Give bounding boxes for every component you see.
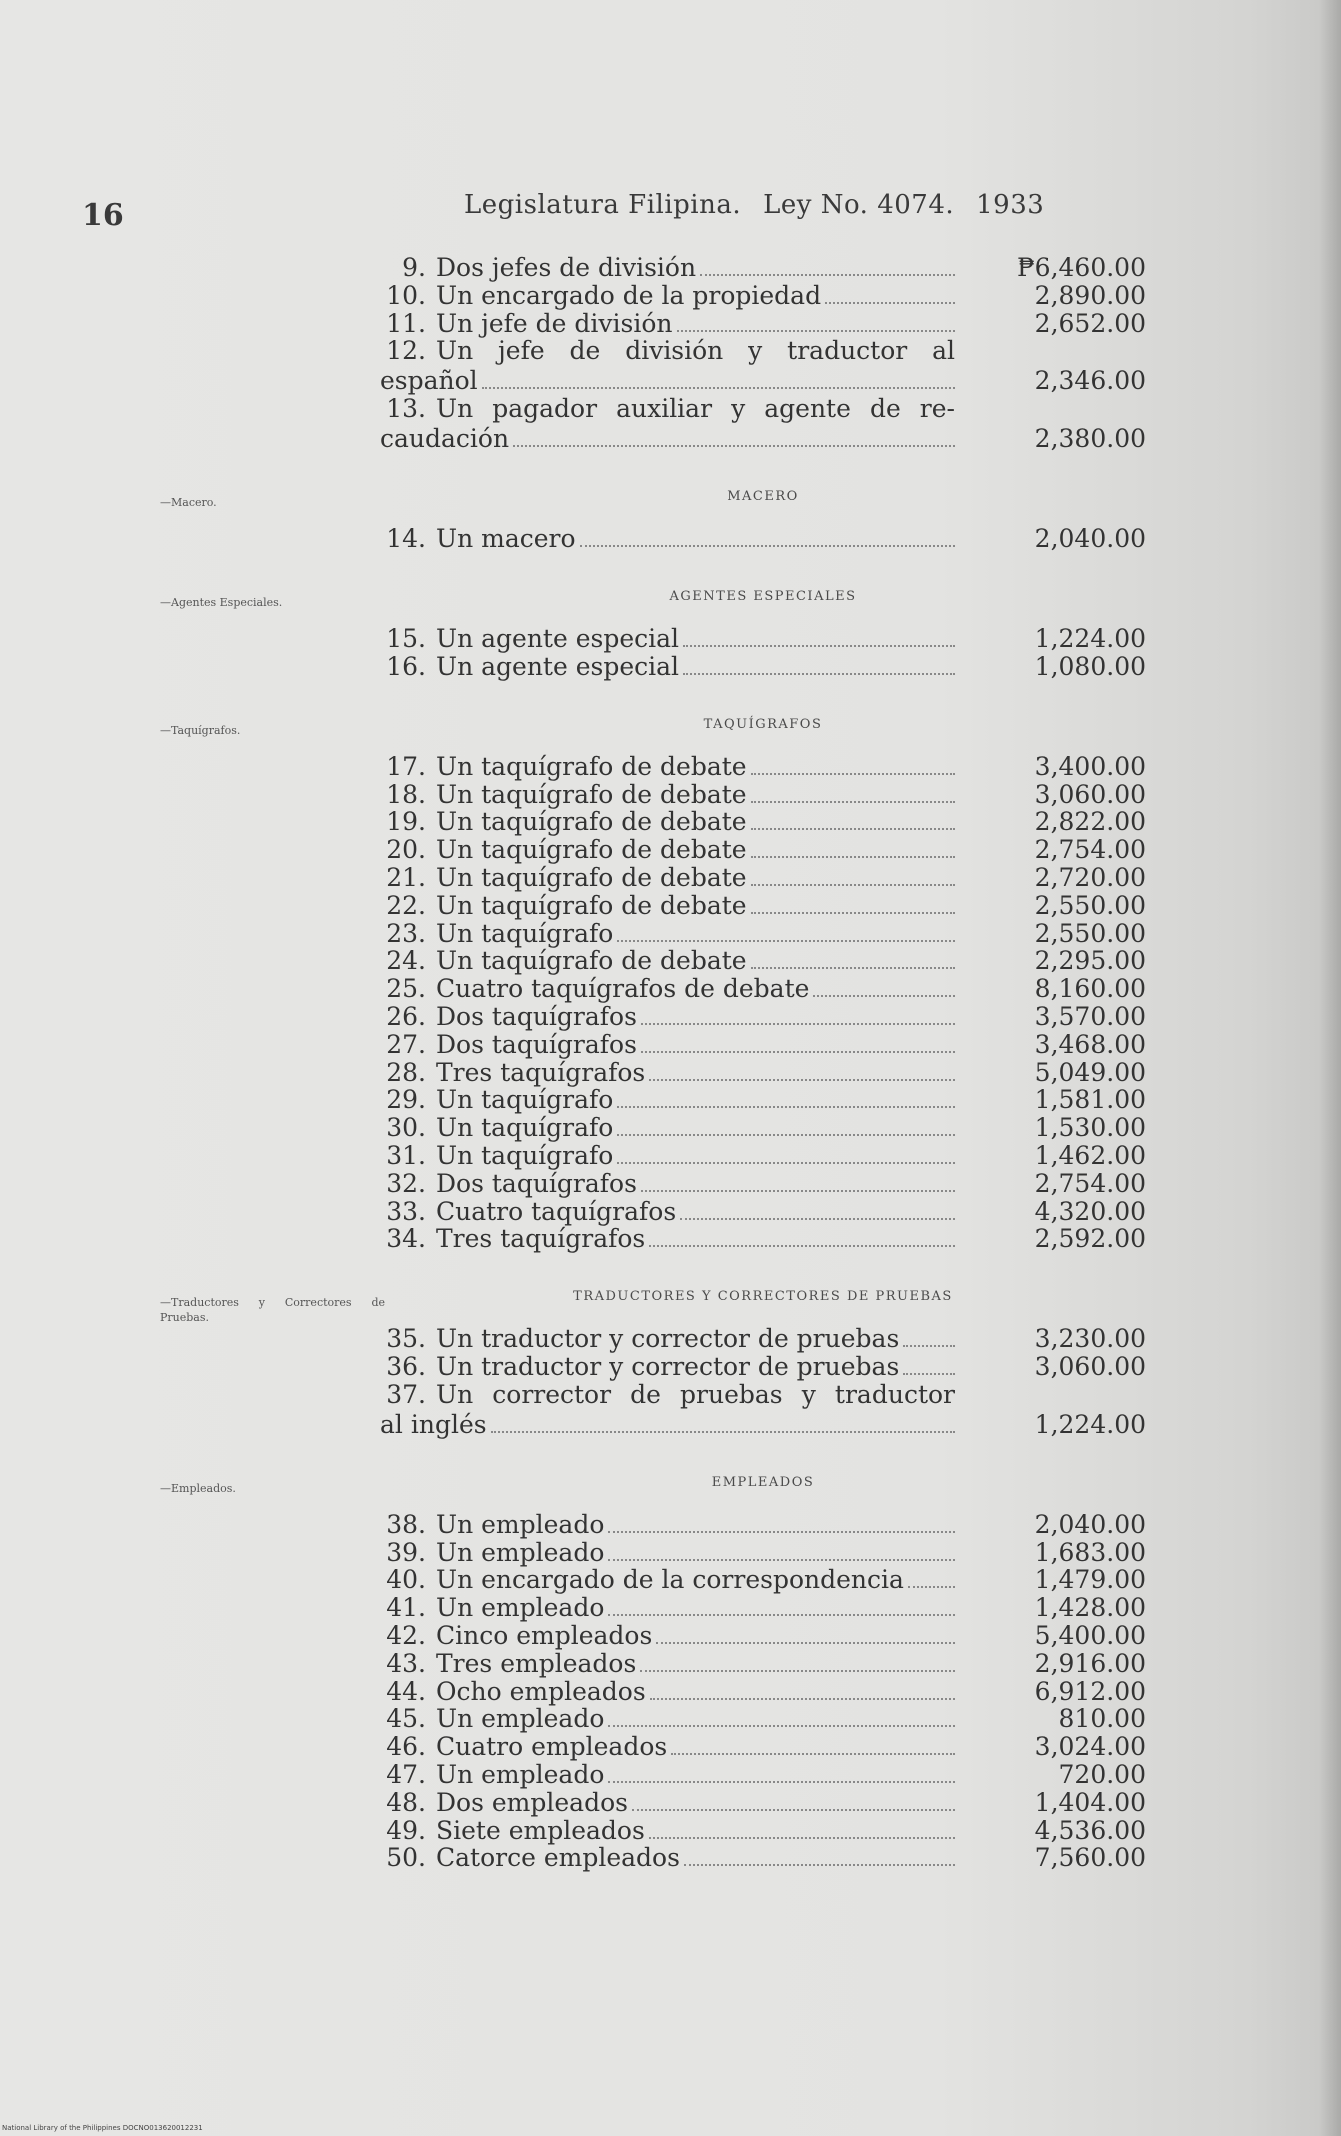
dot-leader [632,1808,955,1811]
item-number: 29. [386,1085,426,1115]
item-description: Un empleado [436,1704,605,1734]
item-number: 21. [386,863,426,892]
dot-leader [608,1724,955,1727]
item-description: Un pagador auxiliar y agente de re- [436,394,955,424]
item-amount: 3,400.00 [1034,751,1146,781]
item-amount: 3,570.00 [1034,1002,1146,1031]
item-amount: 2,550.00 [1034,918,1146,948]
item-description: Dos taquígrafos [436,1029,637,1059]
appropriation-item [380,525,1146,553]
item-amount: 3,024.00 [1034,1732,1146,1762]
appropriation-item [380,1225,1146,1253]
item-number: 19. [386,807,426,837]
item-number: 42. [386,1621,426,1650]
item-amount: 2,040.00 [1034,524,1146,554]
dot-leader [700,273,955,276]
dot-leader [608,1530,955,1533]
appropriation-item [380,836,1146,864]
dot-leader [751,855,955,858]
appropriation-item [380,1539,1146,1567]
appropriation-item [380,1003,1146,1031]
appropriation-item [380,337,1146,395]
item-number: 33. [386,1196,426,1226]
item-number: 41. [386,1593,426,1623]
appropriation-item [380,1170,1146,1198]
item-number: 38. [386,1509,426,1539]
dot-leader [813,994,955,997]
appropriation-item [380,892,1146,920]
item-amount: 1,462.00 [1034,1141,1146,1170]
dot-leader [580,544,955,547]
item-amount: 1,581.00 [1034,1085,1146,1115]
dot-leader [641,1022,955,1025]
dot-leader [641,1189,955,1192]
dot-leader [751,883,955,886]
item-number: 24. [386,946,426,976]
item-number: 22. [386,890,426,920]
item-amount: 3,060.00 [1034,779,1146,809]
item-description: Tres taquígrafos [436,1057,646,1087]
item-number: 23. [386,918,426,948]
item-description: Un taquígrafo de debate [436,807,747,837]
item-amount: 1,479.00 [1034,1565,1146,1595]
item-amount: 3,230.00 [1034,1324,1146,1354]
item-description: Tres taquígrafos [436,1224,646,1254]
dot-leader [482,386,955,389]
item-description: Un taquígrafo [436,1113,614,1143]
item-description: Un taquígrafo de debate [436,751,747,781]
item-number: 36. [386,1352,426,1381]
dot-leader [751,772,955,775]
section-heading: MACERO [727,489,799,505]
item-amount: 5,400.00 [1034,1621,1146,1650]
item-number: 14. [386,524,426,554]
item-description: Un taquígrafo de debate [436,946,747,976]
item-number: 18. [386,779,426,809]
dot-leader [650,1697,955,1700]
item-description: Un empleado [436,1760,605,1789]
running-head-title: Legislatura Filipina. [464,190,742,220]
item-amount: 4,536.00 [1034,1815,1146,1845]
item-description: Cuatro taquígrafos [436,1196,677,1226]
item-description: Un agente especial [436,652,680,681]
appropriation-item [380,1325,1146,1353]
dot-leader [513,444,955,447]
dot-leader [491,1430,955,1433]
item-description: Un jefe de división [436,308,673,338]
item-amount: 2,592.00 [1034,1224,1146,1254]
dot-leader [608,1780,955,1783]
dot-leader [671,1752,955,1755]
appropriation-item [380,1705,1146,1733]
dot-leader [680,1217,955,1220]
dot-leader [677,329,956,332]
appropriation-item [380,1142,1146,1170]
dot-leader [903,1344,955,1347]
item-description: Un agente especial [436,624,680,654]
item-description: Dos empleados [436,1787,628,1817]
item-amount: 2,346.00 [1034,366,1146,396]
appropriation-item [380,753,1146,781]
appropriation-item [380,1761,1146,1789]
dot-leader [649,1078,955,1081]
item-amount: 2,822.00 [1034,807,1146,837]
appropriation-item [380,1622,1146,1650]
margin-note: —Traductores y Correctores de Pruebas. [160,1296,385,1325]
item-amount: 2,916.00 [1034,1648,1146,1678]
item-amount: 3,060.00 [1034,1352,1146,1381]
margin-note: —Macero. [160,496,217,510]
appropriation-item [380,781,1146,809]
dot-leader [649,1836,955,1839]
item-number: 48. [386,1787,426,1817]
item-description: Un taquígrafo de debate [436,779,747,809]
item-amount: 2,040.00 [1034,1509,1146,1539]
item-number: 49. [386,1815,426,1845]
item-number: 31. [386,1141,426,1170]
item-description: Catorce empleados [436,1843,680,1873]
item-number: 15. [386,624,426,654]
dot-leader [608,1558,955,1561]
item-number: 34. [386,1224,426,1254]
item-number: 39. [386,1537,426,1567]
page-edge-shadow [1319,0,1341,2136]
appropriation-item [380,1059,1146,1087]
item-description: Un empleado [436,1509,605,1539]
item-amount: 1,404.00 [1034,1787,1146,1817]
appropriation-item [380,1114,1146,1142]
item-amount: 2,295.00 [1034,946,1146,976]
section-heading: AGENTES ESPECIALES [669,589,857,605]
dot-leader [656,1641,955,1644]
margin-note: —Taquígrafos. [160,723,241,737]
dot-leader [617,1161,955,1164]
item-amount: 720.00 [1058,1760,1146,1789]
item-description-continued: al inglés [380,1409,487,1439]
item-description: Un taquígrafo de debate [436,835,747,865]
item-number: 47. [386,1760,426,1789]
appropriation-item [380,1198,1146,1226]
dot-leader [825,301,955,304]
item-amount: 2,550.00 [1034,890,1146,920]
item-description: Un encargado de la propiedad [436,280,822,310]
footer-stamp: National Library of the Philippines DOCNO013620012231 [2,2124,203,2132]
appropriation-item [380,1678,1146,1706]
item-number: 45. [386,1704,426,1734]
item-amount: 1,224.00 [1034,1409,1146,1439]
dot-leader [751,800,955,803]
item-description: Un taquígrafo de debate [436,890,747,920]
item-description: Un macero [436,524,576,554]
item-description: Un taquígrafo de debate [436,863,747,892]
item-number: 25. [386,974,426,1004]
dot-leader [617,1133,955,1136]
appropriation-item [380,1353,1146,1381]
item-number: 50. [386,1843,426,1873]
item-amount: 1,080.00 [1034,652,1146,681]
appropriation-item [380,395,1146,453]
page-number: 16 [82,198,124,233]
item-description: Dos taquígrafos [436,1168,637,1198]
dot-leader [751,966,955,969]
appropriation-item [380,1381,1146,1439]
item-number: 12. [386,336,426,366]
appropriation-item [380,310,1146,338]
appropriation-item [380,1733,1146,1761]
item-amount: 1,428.00 [1034,1593,1146,1623]
appropriation-item [380,864,1146,892]
item-description: Cinco empleados [436,1621,653,1650]
item-description: Dos jefes de división [436,253,697,282]
item-amount: 5,049.00 [1034,1057,1146,1087]
item-amount: 2,754.00 [1034,835,1146,865]
item-description: Un jefe de división y traductor al [436,336,955,366]
item-number: 40. [386,1565,426,1595]
item-description: Tres empleados [436,1648,637,1678]
dot-leader [903,1372,955,1375]
appropriation-item [380,625,1146,653]
dot-leader [617,939,955,942]
margin-note: —Agentes Especiales. [160,596,283,610]
section-heading: TRADUCTORES Y CORRECTORES DE PRUEBAS [573,1289,953,1305]
item-description: Un taquígrafo [436,1085,614,1115]
appropriation-item [380,1031,1146,1059]
dot-leader [640,1669,955,1672]
item-description: Un taquígrafo [436,1141,614,1170]
dot-leader [751,911,955,914]
item-number: 9. [402,253,426,282]
appropriation-item [380,1844,1146,1872]
dot-leader [683,644,955,647]
dot-leader [751,827,955,830]
item-description: Un traductor y corrector de pruebas [436,1324,900,1354]
item-description: Un empleado [436,1593,605,1623]
item-number: 11. [386,308,426,338]
item-number: 28. [386,1057,426,1087]
item-amount: 1,683.00 [1034,1537,1146,1567]
section-heading: TAQUÍGRAFOS [703,716,823,732]
appropriation-item [380,1566,1146,1594]
item-amount: 2,720.00 [1034,863,1146,892]
item-amount: 810.00 [1058,1704,1146,1734]
item-amount: 6,912.00 [1034,1676,1146,1706]
item-amount: 3,468.00 [1034,1029,1146,1059]
dot-leader [908,1585,955,1588]
item-amount: 2,652.00 [1034,308,1146,338]
appropriation-item [380,808,1146,836]
item-amount: 2,890.00 [1034,280,1146,310]
item-description: Un empleado [436,1537,605,1567]
item-number: 44. [386,1676,426,1706]
appropriation-item [380,1594,1146,1622]
item-number: 13. [386,394,426,424]
item-description: Un taquígrafo [436,918,614,948]
item-number: 46. [386,1732,426,1762]
item-number: 16. [386,652,426,681]
item-number: 20. [386,835,426,865]
appropriation-item [380,975,1146,1003]
item-amount: 1,224.00 [1034,624,1146,654]
appropriation-item [380,1817,1146,1845]
dot-leader [641,1050,955,1053]
item-description: Un corrector de pruebas y traductor [436,1379,955,1409]
running-head-law: Ley No. 4074. [763,190,955,220]
item-amount: 7,560.00 [1034,1843,1146,1873]
dot-leader [684,1863,955,1866]
item-description: Un encargado de la correspondencia [436,1565,904,1595]
item-amount: 2,380.00 [1034,424,1146,454]
item-number: 43. [386,1648,426,1678]
appropriation-item [380,1650,1146,1678]
item-number: 17. [386,751,426,781]
dot-leader [683,672,955,675]
running-head-year: 1933 [976,190,1045,220]
margin-note: —Empleados. [160,1481,236,1495]
item-description: Dos taquígrafos [436,1002,637,1031]
item-number: 35. [386,1324,426,1354]
section-heading: EMPLEADOS [711,1474,815,1490]
running-head [464,190,1044,220]
item-number: 30. [386,1113,426,1143]
item-number: 32. [386,1168,426,1198]
dot-leader [649,1244,955,1247]
item-description: Siete empleados [436,1815,645,1845]
dot-leader [608,1613,955,1616]
appropriation-item [380,282,1146,310]
dot-leader [617,1105,955,1108]
appropriation-item [380,947,1146,975]
item-number: 10. [386,280,426,310]
item-description-continued: español [380,366,478,396]
item-description: Un traductor y corrector de pruebas [436,1352,900,1381]
item-description: Cuatro empleados [436,1732,668,1762]
appropriation-item [380,1789,1146,1817]
item-amount: 4,320.00 [1034,1196,1146,1226]
item-description: Ocho empleados [436,1676,646,1706]
item-amount: ₱6,460.00 [1017,253,1146,282]
appropriation-item [380,653,1146,681]
appropriation-item [380,1511,1146,1539]
item-number: 27. [386,1029,426,1059]
item-amount: 8,160.00 [1034,974,1146,1004]
item-number: 37. [386,1379,426,1409]
item-amount: 1,530.00 [1034,1113,1146,1143]
appropriation-item [380,920,1146,948]
appropriation-item [380,254,1146,282]
item-description-continued: caudación [380,424,510,454]
appropriation-item [380,1086,1146,1114]
item-number: 26. [386,1002,426,1031]
item-description: Cuatro taquígrafos de debate [436,974,810,1004]
item-amount: 2,754.00 [1034,1168,1146,1198]
